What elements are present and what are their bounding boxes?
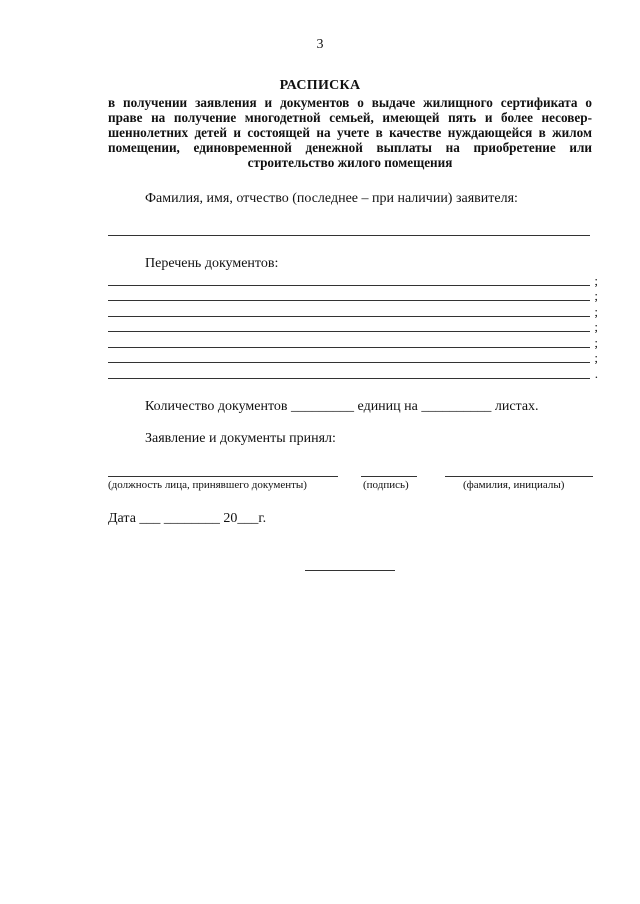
applicant-label: Фамилия, имя, отчество (последнее – при наличии) заявителя: [145, 191, 518, 206]
row-punctuation: . [594, 366, 598, 381]
document-row[interactable] [108, 365, 598, 379]
document-row[interactable] [108, 303, 598, 317]
subtitle-line: в получении заявления и документов о выдаче жилищного сертификата о [108, 95, 592, 110]
document-row[interactable] [108, 349, 598, 363]
subtitle-line: строительство жилого помещения [247, 155, 453, 170]
row-punctuation: ; [594, 319, 598, 334]
applicant-name-line[interactable] [108, 235, 590, 236]
documents-label: Перечень документов: [145, 256, 279, 271]
document-row[interactable] [108, 287, 598, 301]
row-punctuation: ; [594, 304, 598, 319]
name-caption: (фамилия, инициалы) [463, 479, 565, 491]
subtitle-line: шеннолетних детей и состоящей на учете в качестве нуждающейся в жилом [108, 125, 592, 140]
subtitle-line: праве на получение многодетной семьей, имеющей пять и более несовер- [108, 110, 592, 125]
subtitle-line: помещении, единовременной денежной выплаты на приобретение или [108, 140, 592, 155]
date-line: Дата ___ ________ 20___г. [108, 511, 267, 526]
accepted-label: Заявление и документы принял: [145, 431, 336, 446]
position-signature-line[interactable] [108, 476, 338, 477]
document-row[interactable] [108, 272, 598, 286]
row-punctuation: ; [594, 288, 598, 303]
name-signature-line[interactable] [445, 476, 593, 477]
position-caption: (должность лица, принявшего документы) [108, 479, 307, 491]
document-row[interactable] [108, 334, 598, 348]
row-punctuation: ; [594, 350, 598, 365]
signature-caption: (подпись) [363, 479, 409, 491]
page-number: 3 [316, 37, 324, 52]
document-row[interactable] [108, 318, 598, 332]
row-punctuation: ; [594, 335, 598, 350]
closing-divider [305, 570, 395, 571]
document-title: РАСПИСКА [279, 78, 361, 93]
document-count-line: Количество документов _________ единиц на __________ листах. [145, 399, 539, 414]
row-punctuation: ; [594, 273, 598, 288]
signature-line[interactable] [361, 476, 417, 477]
